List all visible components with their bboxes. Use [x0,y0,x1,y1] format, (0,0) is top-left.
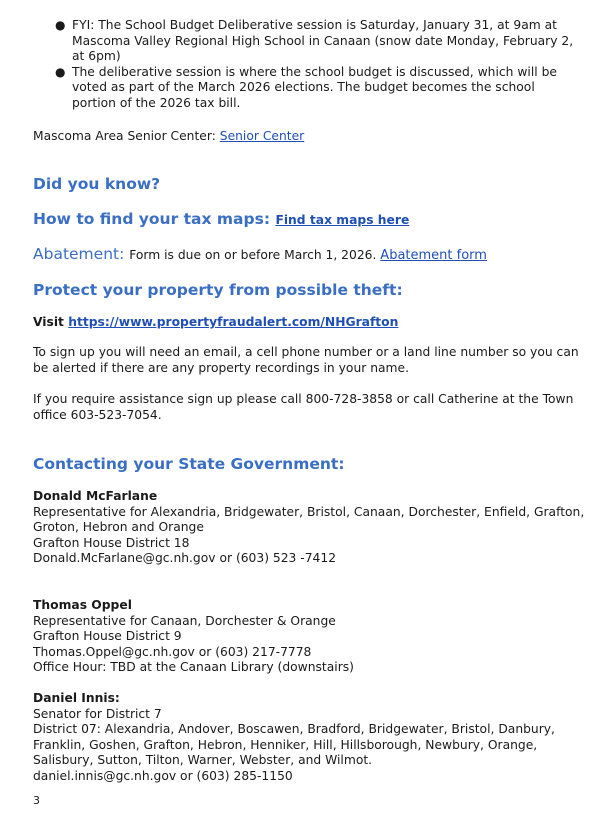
contact-title: Representative for Canaan, Dorchester & Orange [33,613,336,628]
contact-title: Representative for Alexandria, Bridgewater, Bristol, Canaan, Dorchester, Enfield, Grafton, Groton, Hebron and Orange [33,504,585,535]
bullet-text: FYI: The School Budget Deliberative session is Saturday, January 31, at 9am at Mascoma Valley Regional High School in Canaan (snow date Monday, February 2, at 6pm) [72,18,574,64]
contact-name: Daniel Innis: [33,691,120,705]
abatement-heading: Abatement: [33,245,130,263]
contacting-heading: Contacting your State Government: [33,455,345,473]
senior-center-link[interactable]: Senior Center [219,129,305,143]
contact-title: Senator for District 7 [33,706,162,721]
did-you-know-heading: Did you know? [33,175,161,193]
protect-property-heading: Protect your property from possible theft: [33,281,403,299]
tax-maps-link[interactable]: Find tax maps here [275,213,410,227]
contact-email-phone: daniel.innis@gc.nh.gov or (603) 285-1150 [33,768,293,783]
property-fraud-alert-link[interactable]: https://www.propertyfraudalert.com/NHGrafton [68,315,399,329]
tax-maps-heading: How to find your tax maps: [33,210,276,228]
contact-card [33,691,589,785]
abatement-form-link[interactable]: Abatement form [380,248,487,263]
contact-email-phone: Thomas.Oppel@gc.nh.gov or (603) 217-7778 [33,644,312,659]
abatement-line [33,244,487,263]
abatement-text: Form is due on or before March 1, 2026. [129,248,381,262]
contact-district: District 07: Alexandria, Andover, Boscawen, Bradford, Bridgewater, Bristol, Danbury, Franklin, Goshen, Grafton, Hebron, Henniker, Hill, Hillsborough, Newbury, Orange, Salisbury, Sutton, Tilton, Warner, Webster, and Wilmot. [33,722,555,768]
list-item [52,65,582,112]
contact-district: Grafton House District 18 [33,535,190,550]
contact-card [33,598,589,676]
bullet-text: The deliberative session is where the school budget is discussed, which will be voted as part of the March 2026 elections. The budget becomes the school portion of the 2026 tax bill. [72,64,557,110]
page-number: 3 [33,794,40,807]
contact-office-hour: Office Hour: TBD at the Canaan Library (downstairs) [33,660,354,675]
contact-email-phone: Donald.McFarlane@gc.nh.gov or (603) 523 -7412 [33,551,337,566]
contact-district: Grafton House District 9 [33,629,182,644]
bullet-icon: ● [55,64,66,79]
contact-name: Thomas Oppel [33,598,132,612]
bullet-icon: ● [55,18,66,32]
contact-name: Donald McFarlane [33,489,158,503]
senior-center-label: Mascoma Area Senior Center: [33,129,220,143]
signup-paragraph: To sign up you will need an email, a cell phone number or a land line number so you can be alerted if there are any property recordings in your name. [33,345,579,375]
contact-card [33,489,589,567]
visit-label: Visit [33,315,69,329]
tax-maps-line [33,209,409,228]
visit-line [33,315,398,331]
list-item [52,18,582,65]
senior-center-line [33,129,304,145]
school-budget-bullet-list [52,18,582,112]
assistance-paragraph: If you require assistance sign up please call 800-728-3858 or call Catherine at the Town office 603-523-7054. [33,392,574,422]
